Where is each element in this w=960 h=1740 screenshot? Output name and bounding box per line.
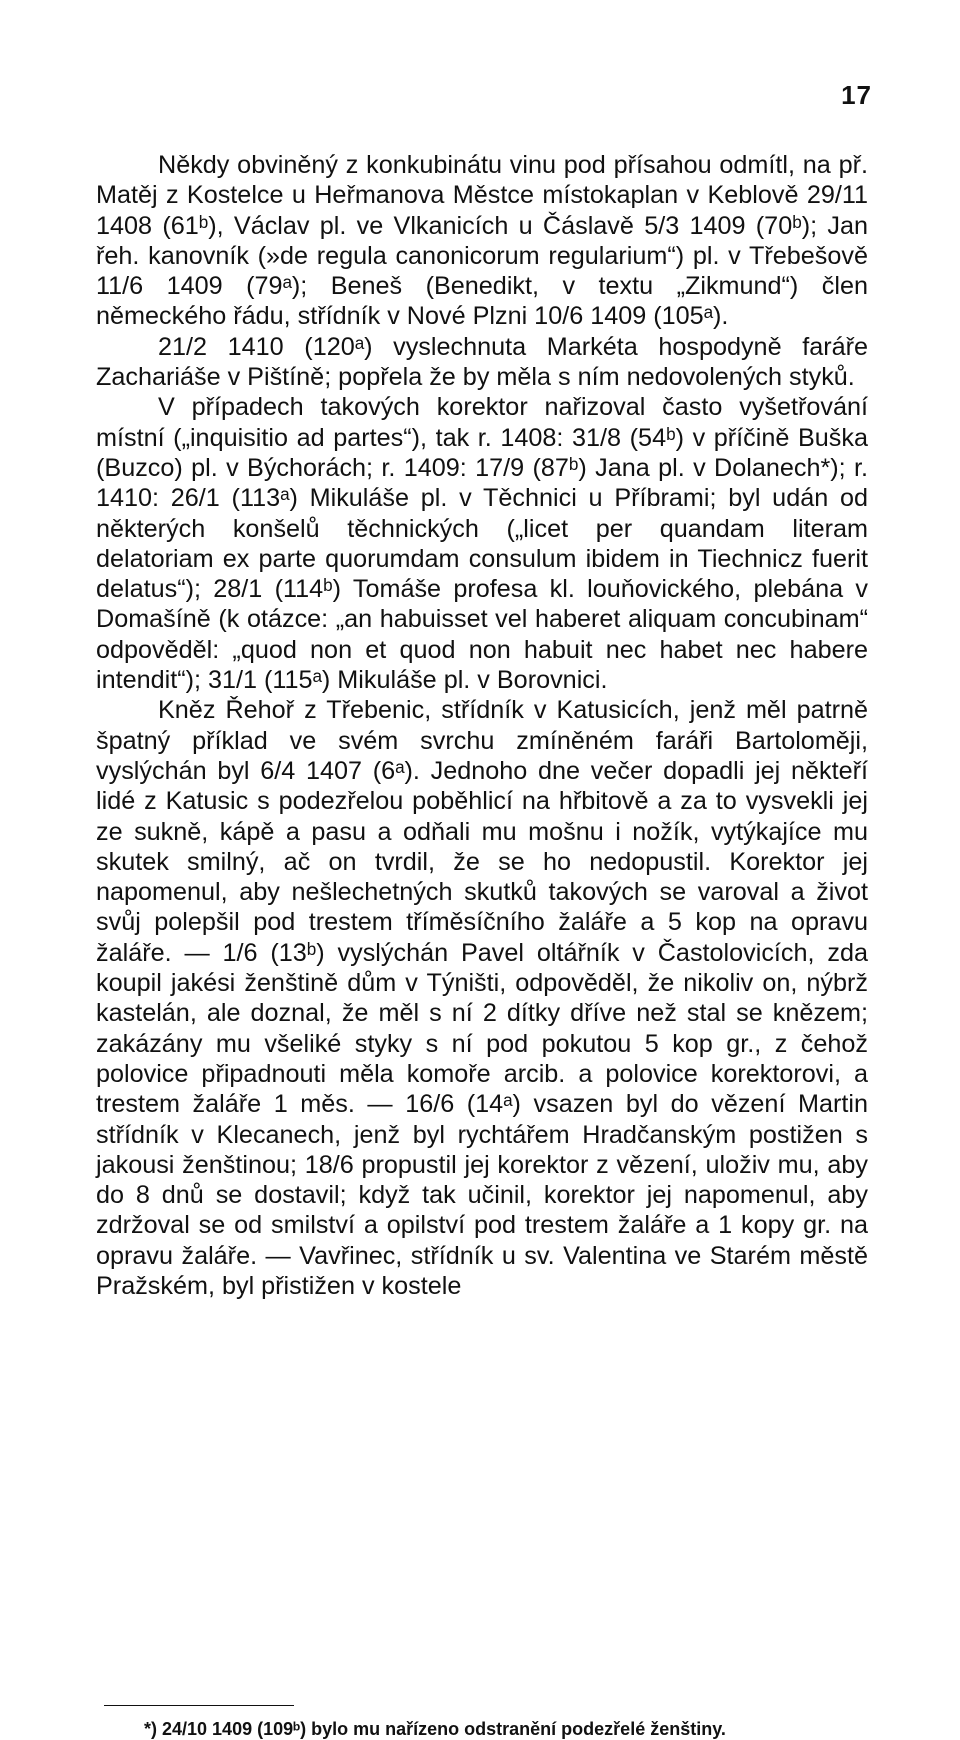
paragraph: Kněz Řehoř z Třebenic, střídník v Katusicích, jenž měl patrně špatný příklad ve svém svrchu zmíněném faráři Bartoloměji, vyslýchán byl 6/4 1407 (6ᵃ). Jednoho dne večer dopadli jej někteří lidé z Katusic s podezřelou poběhlicí na hřbitově a za to vysvekli jej ze sukně, kápě a pasu a odňali mu mošnu i nožík, vytýkajíce mu skutek smilný, ač on tvrdil, že se ho nedopustil. Korektor jej napomenul, aby nešlechetných skutků takových se varoval a život svůj polepšil pod trestem tříměsíčního žaláře a 5 kop na opravu žaláře. — 1/6 (13ᵇ) vyslýchán Pavel oltářník v Častolovicích, zda koupil jakési ženštině dům v Týništi, odpověděl, že nikoliv on, nýbrž kastelán, ale doznal, že měl s ní 2 dítky dříve než stal se knězem; zakázány mu všeliké styky s ní pod pokutou 5 kop gr., z čehož polovice připadnouti měla komoře arcib. a polovice korektorovi, a trestem žaláře 1 měs. — 16/6 (14ᵃ) vsazen byl do vězení Martin střídník v Klecanech, jenž byl rychtářem Hradčanským postižen s jakousi ženštinou; 18/6 propustil jej korektor z vězení, uloživ mu, aby do 8 dnů se dostavil; když tak učinil, korektor jej napomenul, aby zdržoval se od smilství a opilství pod trestem žaláře a 1 kopy gr. na opravu žaláře. — Vavřinec, střídník u sv. Valentina ve Starém městě Pražském, byl přistižen v kostele: [96, 696, 868, 1300]
paragraph: V případech takových korektor nařizoval často vyšetřování místní („inquisitio ad partes“), tak r. 1408: 31/8 (54ᵇ) v příčině Buška (Buzco) pl. v Býchorách; r. 1409: 17/9 (87ᵇ) Jana pl. v Dolanech*); r. 1410: 26/1 (113ᵃ) Mikuláše pl. v Těchnici u Příbrami; byl udán od některých konšelů těchnických („licet per quandam literam delatoriam ex parte quorumdam consulum ibidem in Tiechnicz fuerit delatus“); 28/1 (114ᵇ) Tomáše profesa kl. louňovického, plebána v Domašíně (k otázce: „an habuisset vel haberet aliquam concubinam“ odpověděl: „quod non et quod non habuit nec habet nec habere intendit“); 31/1 (115ᵃ) Mikuláše pl. v Borovnici.: [96, 393, 868, 695]
footnote: *) 24/10 1409 (109ᵇ) bylo mu nařízeno odstranění podezřelé ženštiny.: [144, 1719, 726, 1739]
paragraph: Někdy obviněný z konkubinátu vinu pod přísahou odmítl, na př. Matěj z Kostelce u Heřmanova Městce místokaplan v Keblově 29/11 1408 (61ᵇ), Václav pl. ve Vlkanicích u Čáslavě 5/3 1409 (70ᵇ); Jan řeh. kanovník (»de regula canonicorum regularium“) pl. v Třebešově 11/6 1409 (79ᵃ); Beneš (Benedikt, v textu „Zikmund“) člen německého řádu, střídník v Nové Plzni 10/6 1409 (105ᵃ).: [96, 151, 868, 331]
footnote-rule: [104, 1705, 294, 1706]
page-number: 17: [841, 80, 872, 110]
paragraph: 21/2 1410 (120ᵃ) vyslechnuta Markéta hospodyně faráře Zachariáše v Pištíně; popřela že by měla s ním nedovolených styků.: [96, 332, 868, 392]
body-text: [96, 150, 868, 1301]
